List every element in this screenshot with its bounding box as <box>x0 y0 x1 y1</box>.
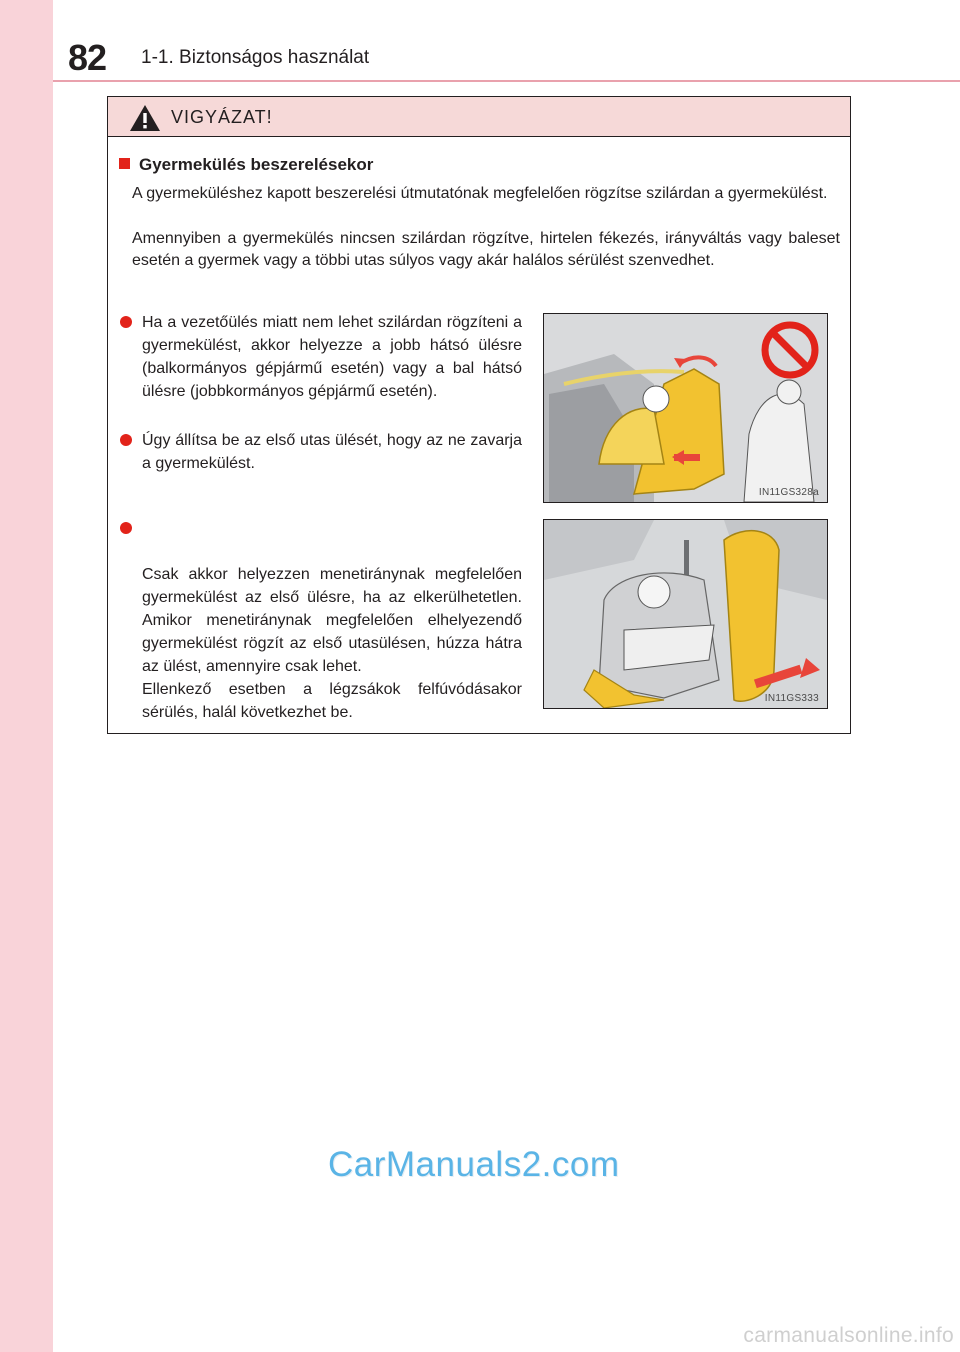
paragraph: A gyermeküléshez kapott beszerelési útmutatónak megfelelően rögzítse szilárdan a gyermekülést. <box>132 185 828 202</box>
page-header <box>68 38 948 78</box>
sidebar-band <box>0 0 53 1352</box>
bullet-text: Ha a vezetőülés miatt nem lehet szilárdan rögzíteni a gyermekülést, akkor helyezze a jobb hátsó ülésre (balkormányos gépjármű esetén) vagy a bal hátsó ülésre (jobbkormányos gépjármű esetén). <box>142 314 522 400</box>
bullet-dot-icon <box>120 522 132 534</box>
footer-watermark[interactable]: carmanualsonline.info <box>743 1324 954 1347</box>
bullet-text: Csak akkor helyezzen menetiránynak megfelelően gyermekülést az első ülésre, ha az elkerülhetetlen. Amikor menetiránynak megfelelően elhelyezendő gyermekülést rögzít az első utasülésen, húzza hátra az ülést, amennyire csak lehet. Ellenkező esetben a légzsákok felfúvódásakor sérülés, halál következhet be. <box>142 566 522 721</box>
warning-subheading <box>119 154 373 176</box>
prohibited-icon <box>760 320 820 380</box>
warning-header <box>108 97 850 137</box>
front-seat-drawing <box>544 520 827 708</box>
header-rule <box>53 80 960 82</box>
warning-title: VIGYÁZAT! <box>171 107 273 127</box>
section-title: 1-1. Biztonságos használat <box>141 47 370 68</box>
bullet-item <box>120 517 522 724</box>
illustration-code: IN11GS328a <box>758 487 819 498</box>
bullet-item <box>120 429 522 475</box>
illustration-code: IN11GS333 <box>764 693 819 704</box>
subheading-text: Gyermekülés beszerelésekor <box>139 155 374 174</box>
rear-seat-illustration <box>543 313 828 503</box>
front-seat-illustration <box>543 519 828 709</box>
bullet-dot-icon <box>120 316 132 328</box>
center-watermark[interactable]: CarManuals2.com <box>328 1145 620 1184</box>
square-bullet-icon <box>119 158 130 169</box>
bullet-dot-icon <box>120 434 132 446</box>
paragraph: Amennyiben a gyermekülés nincsen szilárdan rögzítve, hirtelen fékezés, irányváltás vagy baleset esetén a gyermek vagy a többi utas súlyos vagy akár halálos sérülést szenvedhet. <box>132 230 840 269</box>
bullet-item <box>120 311 522 403</box>
page-number: 82 <box>68 37 107 78</box>
bullet-text: Úgy állítsa be az első utas ülését, hogy az ne zavarja a gyermekülést. <box>142 432 522 472</box>
warning-box <box>107 96 851 734</box>
warning-triangle-icon <box>128 103 162 133</box>
